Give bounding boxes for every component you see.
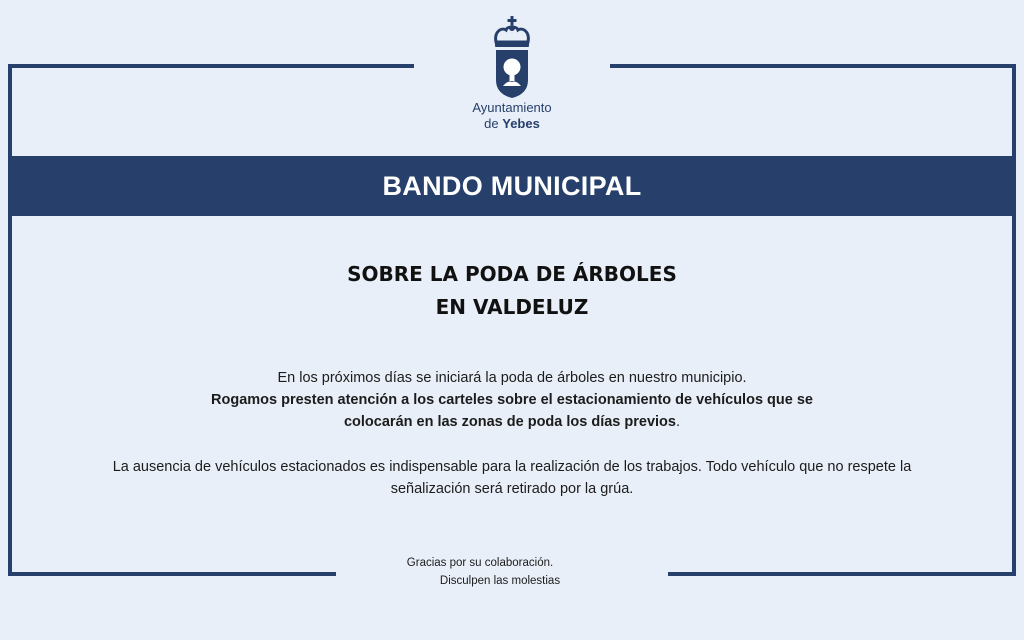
closing-thanks: Gracias por su colaboración. — [406, 557, 554, 569]
frame-top-right-line — [610, 64, 1016, 68]
paragraph-1-intro: En los próximos días se iniciará la poda de árboles en nuestro municipio. — [277, 370, 747, 386]
town-prefix: de — [484, 116, 499, 131]
notice-subject — [212, 258, 812, 324]
frame-left-line — [8, 64, 12, 576]
subject-line2: EN VALDELUZ — [435, 295, 589, 319]
subject-line1: SOBRE LA PODA DE ÁRBOLES — [347, 262, 677, 286]
town-name — [412, 100, 612, 132]
frame-top-left-line — [8, 64, 414, 68]
banner-title: BANDO MUNICIPAL — [382, 170, 642, 201]
paragraph-1-end: . — [675, 414, 681, 430]
paragraph-1-request — [90, 389, 934, 433]
frame-bottom-left-line — [8, 572, 336, 576]
coat-of-arms-icon — [491, 16, 533, 100]
closing-apology: Disculpen las molestias — [439, 575, 561, 587]
notice-paragraph-2 — [90, 456, 934, 500]
paragraph-1-bold: Rogamos presten atención a los carteles sobre el estacionamiento de vehículos que se colocarán en las zonas de poda los días previos — [211, 392, 813, 430]
title-banner — [9, 156, 1015, 216]
frame-right-line — [1012, 64, 1016, 576]
notice-paragraph-1 — [90, 367, 934, 433]
town-name-bold: Yebes — [502, 116, 540, 131]
town-line1: Ayuntamiento — [472, 100, 552, 115]
frame-bottom-right-line — [668, 572, 1016, 576]
closing-note — [380, 554, 620, 590]
paragraph-2-text: La ausencia de vehículos estacionados es indispensable para la realización de los trabajos. Todo vehículo que no respete la señalización será retirado por la grúa. — [112, 459, 912, 497]
town-line2 — [412, 116, 612, 132]
